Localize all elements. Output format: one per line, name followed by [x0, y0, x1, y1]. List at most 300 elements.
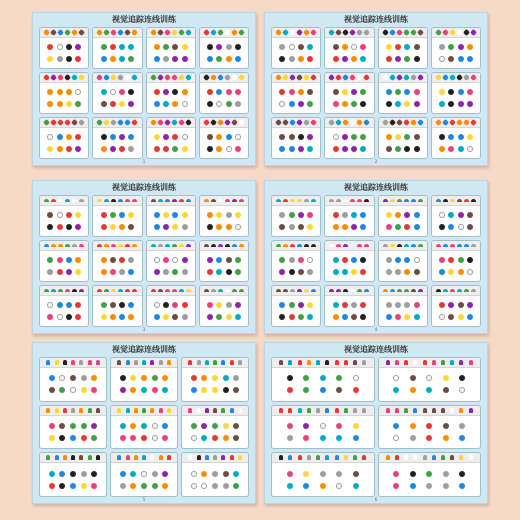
flower-icon: [275, 74, 282, 81]
dot-area: [111, 368, 177, 401]
color-dot: [298, 89, 304, 95]
card-header: [379, 118, 427, 128]
card-header: [272, 118, 320, 128]
mushroom-icon: [211, 244, 216, 247]
card-header: [40, 453, 106, 463]
flower-icon: [456, 29, 463, 36]
color-dot: [152, 387, 158, 393]
dot-row: [276, 302, 316, 308]
flower-icon: [203, 119, 210, 126]
flower-icon: [449, 119, 456, 126]
dot-row: [383, 375, 477, 381]
dot-row: [329, 134, 369, 140]
color-dot: [467, 134, 473, 140]
color-dot: [233, 375, 239, 381]
ghost-icon: [395, 408, 399, 413]
color-dot: [386, 146, 392, 152]
color-dot: [333, 257, 339, 263]
card-header: [432, 28, 480, 38]
dot-row: [436, 302, 476, 308]
mushroom-icon: [397, 199, 402, 202]
mushroom-icon: [65, 244, 70, 247]
color-dot: [279, 269, 285, 275]
color-dot: [57, 314, 63, 320]
tracking-card: [39, 405, 107, 450]
color-dot: [333, 89, 339, 95]
color-dot: [163, 314, 169, 320]
ghost-icon: [469, 455, 473, 460]
mushroom-icon: [464, 289, 469, 292]
tracking-card: [92, 195, 142, 237]
dot-area: [325, 206, 373, 236]
color-dot: [110, 44, 116, 50]
mushroom-icon: [304, 199, 309, 202]
ghost-icon: [450, 408, 454, 413]
mushroom-icon: [97, 199, 102, 202]
color-dot: [81, 435, 87, 441]
flower-icon: [78, 29, 85, 36]
mushroom-icon: [383, 199, 388, 202]
color-dot: [289, 302, 295, 308]
color-dot: [223, 471, 229, 477]
dot-row: [44, 257, 84, 263]
color-dot: [360, 146, 366, 152]
color-dot: [119, 134, 125, 140]
ghost-icon: [126, 455, 130, 460]
dot-row: [276, 387, 370, 393]
color-dot: [57, 302, 63, 308]
color-dot: [59, 471, 65, 477]
flower-icon: [231, 119, 238, 126]
mushroom-icon: [436, 289, 441, 292]
color-dot: [66, 212, 72, 218]
flower-icon: [164, 74, 171, 81]
color-dot: [162, 375, 168, 381]
color-dot: [386, 44, 392, 50]
color-dot: [393, 483, 399, 489]
ghost-icon: [71, 455, 75, 460]
flower-icon: [103, 74, 110, 81]
color-dot: [443, 375, 449, 381]
color-dot: [119, 44, 125, 50]
color-dot: [75, 224, 81, 230]
color-dot: [163, 224, 169, 230]
color-dot: [458, 44, 464, 50]
card-header: [432, 286, 480, 296]
ghost-icon: [469, 360, 473, 365]
tracking-card: [199, 285, 249, 327]
color-dot: [226, 314, 232, 320]
flower-icon: [171, 74, 178, 81]
dot-area: [200, 83, 248, 113]
flower-icon: [442, 119, 449, 126]
ghost-icon: [46, 360, 50, 365]
card-header: [325, 241, 373, 251]
color-dot: [342, 224, 348, 230]
color-dot: [81, 387, 87, 393]
flower-icon: [96, 74, 103, 81]
flower-icon: [96, 29, 103, 36]
color-dot: [212, 435, 218, 441]
flower-icon: [231, 74, 238, 81]
mushroom-icon: [404, 199, 409, 202]
flower-icon: [238, 74, 245, 81]
color-dot: [404, 257, 410, 263]
card-header: [379, 406, 481, 416]
ghost-icon: [386, 455, 390, 460]
ghost-icon: [307, 408, 311, 413]
color-dot: [333, 212, 339, 218]
dot-row: [97, 134, 137, 140]
tracking-card: [146, 117, 196, 159]
color-dot: [353, 483, 359, 489]
color-dot: [223, 435, 229, 441]
color-dot: [47, 224, 53, 230]
dot-row: [44, 471, 102, 477]
dot-row: [276, 44, 316, 50]
color-dot: [57, 89, 63, 95]
color-dot: [459, 471, 465, 477]
flower-icon: [410, 119, 417, 126]
color-dot: [448, 134, 454, 140]
flower-icon: [110, 119, 117, 126]
color-dot: [182, 134, 188, 140]
color-dot: [426, 471, 432, 477]
color-dot: [351, 224, 357, 230]
ghost-icon: [395, 360, 399, 365]
color-dot: [360, 302, 366, 308]
dot-area: [432, 83, 480, 113]
dot-row: [436, 89, 476, 95]
color-dot: [163, 134, 169, 140]
color-dot: [66, 44, 72, 50]
dot-row: [383, 257, 423, 263]
dot-row: [383, 44, 423, 50]
ghost-icon: [150, 360, 154, 365]
dot-row: [436, 56, 476, 62]
dot-area: [111, 463, 177, 496]
dot-row: [329, 56, 369, 62]
color-dot: [410, 375, 416, 381]
mushroom-icon: [158, 289, 163, 292]
color-dot: [467, 89, 473, 95]
color-dot: [207, 269, 213, 275]
mushroom-icon: [436, 199, 441, 202]
color-dot: [66, 89, 72, 95]
color-dot: [191, 471, 197, 477]
color-dot: [351, 314, 357, 320]
ghost-icon: [298, 455, 302, 460]
color-dot: [70, 375, 76, 381]
mushroom-icon: [165, 199, 170, 202]
color-dot: [360, 212, 366, 218]
color-dot: [279, 314, 285, 320]
color-dot: [393, 375, 399, 381]
mushroom-icon: [232, 199, 237, 202]
tracking-card: [271, 117, 321, 159]
color-dot: [351, 56, 357, 62]
color-dot: [110, 146, 116, 152]
color-dot: [414, 269, 420, 275]
dot-row: [383, 146, 423, 152]
card-header: [272, 453, 374, 463]
color-dot: [414, 44, 420, 50]
mushroom-icon: [383, 244, 388, 247]
dot-row: [276, 257, 316, 263]
mushroom-icon: [411, 289, 416, 292]
mushroom-icon: [125, 244, 130, 247]
dot-row: [383, 101, 423, 107]
tracking-card: [271, 405, 375, 450]
ghost-icon: [238, 455, 242, 460]
mushroom-icon: [118, 199, 123, 202]
color-dot: [201, 471, 207, 477]
card-header: [93, 73, 141, 83]
color-dot: [395, 44, 401, 50]
color-dot: [235, 101, 241, 107]
mushroom-icon: [443, 199, 448, 202]
dot-row: [276, 212, 316, 218]
dot-row: [97, 56, 137, 62]
color-dot: [47, 44, 53, 50]
tracking-card: [324, 285, 374, 327]
tracking-card: [378, 357, 482, 402]
color-dot: [119, 89, 125, 95]
color-dot: [342, 134, 348, 140]
flower-icon: [185, 29, 192, 36]
dot-area: [40, 128, 88, 158]
color-dot: [386, 314, 392, 320]
color-dot: [119, 224, 125, 230]
mushroom-icon: [457, 244, 462, 247]
color-dot: [307, 257, 313, 263]
color-dot: [75, 212, 81, 218]
color-dot: [119, 257, 125, 263]
color-dot: [120, 471, 126, 477]
color-dot: [49, 435, 55, 441]
color-dot: [182, 302, 188, 308]
color-dot: [212, 423, 218, 429]
color-dot: [162, 435, 168, 441]
dot-row: [97, 89, 137, 95]
mushroom-icon: [311, 289, 316, 292]
card-header: [379, 286, 427, 296]
dot-row: [383, 89, 423, 95]
mushroom-icon: [336, 289, 341, 292]
flower-icon: [389, 119, 396, 126]
tracking-card: [199, 117, 249, 159]
color-dot: [353, 387, 359, 393]
ghost-icon: [71, 408, 75, 413]
dot-row: [204, 56, 244, 62]
color-dot: [279, 224, 285, 230]
flower-icon: [64, 119, 71, 126]
worksheet-2: [264, 12, 488, 166]
dot-area: [147, 296, 195, 326]
ghost-icon: [167, 408, 171, 413]
mushroom-icon: [118, 289, 123, 292]
mushroom-icon: [357, 244, 362, 247]
flower-icon: [442, 74, 449, 81]
color-dot: [279, 44, 285, 50]
color-dot: [172, 44, 178, 50]
tracking-card: [378, 195, 428, 237]
color-dot: [386, 257, 392, 263]
dot-area: [379, 38, 427, 68]
color-dot: [172, 56, 178, 62]
color-dot: [458, 302, 464, 308]
color-dot: [404, 56, 410, 62]
mushroom-icon: [186, 199, 191, 202]
mushroom-icon: [350, 199, 355, 202]
dot-row: [204, 146, 244, 152]
mushroom-icon: [225, 199, 230, 202]
color-dot: [342, 314, 348, 320]
worksheet-3: [32, 180, 256, 334]
color-dot: [414, 89, 420, 95]
color-dot: [81, 423, 87, 429]
color-dot: [351, 302, 357, 308]
flower-icon: [57, 119, 64, 126]
dot-area: [272, 416, 374, 449]
card-header: [325, 196, 373, 206]
color-dot: [342, 89, 348, 95]
color-dot: [163, 101, 169, 107]
color-dot: [410, 387, 416, 393]
dot-area: [432, 296, 480, 326]
flower-icon: [296, 74, 303, 81]
card-header: [147, 286, 195, 296]
color-dot: [360, 44, 366, 50]
mushroom-icon: [390, 199, 395, 202]
color-dot: [182, 257, 188, 263]
ghost-icon: [344, 455, 348, 460]
color-dot: [191, 483, 197, 489]
flower-icon: [335, 119, 342, 126]
dot-row: [44, 212, 84, 218]
dot-row: [204, 44, 244, 50]
card-header: [272, 406, 374, 416]
card-header: [93, 196, 141, 206]
mushroom-icon: [297, 244, 302, 247]
mushroom-icon: [311, 244, 316, 247]
ghost-icon: [134, 455, 138, 460]
color-dot: [414, 302, 420, 308]
dot-row: [97, 269, 137, 275]
mushroom-icon: [111, 244, 116, 247]
ghost-icon: [213, 408, 217, 413]
color-dot: [59, 423, 65, 429]
color-dot: [101, 44, 107, 50]
flower-icon: [224, 29, 231, 36]
mushroom-icon: [418, 244, 423, 247]
color-dot: [458, 56, 464, 62]
dot-area: [93, 251, 141, 281]
ghost-icon: [55, 455, 59, 460]
ghost-icon: [362, 360, 366, 365]
ghost-icon: [316, 408, 320, 413]
flower-icon: [164, 29, 171, 36]
tracking-card: [378, 72, 428, 114]
color-dot: [307, 302, 313, 308]
flower-icon: [328, 29, 335, 36]
tracking-card: [39, 357, 107, 402]
color-dot: [439, 257, 445, 263]
color-dot: [320, 375, 326, 381]
ghost-icon: [298, 360, 302, 365]
dot-row: [276, 146, 316, 152]
ghost-icon: [142, 455, 146, 460]
card-header: [325, 118, 373, 128]
color-dot: [91, 375, 97, 381]
color-dot: [57, 134, 63, 140]
color-dot: [360, 56, 366, 62]
ghost-icon: [325, 360, 329, 365]
worksheet-title: 视觉追踪连线训练: [112, 15, 176, 24]
color-dot: [191, 375, 197, 381]
color-dot: [128, 89, 134, 95]
color-dot: [235, 89, 241, 95]
color-dot: [307, 212, 313, 218]
ghost-icon: [63, 408, 67, 413]
color-dot: [172, 314, 178, 320]
color-dot: [70, 483, 76, 489]
dot-row: [44, 435, 102, 441]
card-header: [93, 286, 141, 296]
mushroom-icon: [118, 244, 123, 247]
tracking-card: [39, 285, 89, 327]
ghost-icon: [230, 455, 234, 460]
flower-icon: [210, 74, 217, 81]
flower-icon: [203, 29, 210, 36]
color-dot: [336, 483, 342, 489]
flower-icon: [289, 119, 296, 126]
color-dot: [163, 257, 169, 263]
dot-area: [40, 38, 88, 68]
color-dot: [458, 101, 464, 107]
flower-icon: [71, 29, 78, 36]
mushroom-icon: [151, 244, 156, 247]
color-dot: [110, 89, 116, 95]
dot-area: [379, 251, 427, 281]
color-dot: [233, 483, 239, 489]
mushroom-icon: [304, 244, 309, 247]
dot-row: [186, 471, 244, 477]
mushroom-icon: [65, 199, 70, 202]
color-dot: [163, 44, 169, 50]
mushroom-icon: [132, 244, 137, 247]
ghost-icon: [96, 455, 100, 460]
color-dot: [163, 89, 169, 95]
flower-icon: [131, 74, 138, 81]
color-dot: [448, 89, 454, 95]
mushroom-icon: [343, 244, 348, 247]
color-dot: [162, 423, 168, 429]
tracking-card: [39, 27, 89, 69]
color-dot: [235, 224, 241, 230]
color-dot: [49, 471, 55, 477]
color-dot: [216, 44, 222, 50]
color-dot: [207, 134, 213, 140]
card-header: [379, 196, 427, 206]
dot-row: [383, 269, 423, 275]
ghost-icon: [150, 408, 154, 413]
dot-row: [436, 146, 476, 152]
color-dot: [216, 146, 222, 152]
color-dot: [141, 387, 147, 393]
ghost-icon: [71, 360, 75, 365]
dot-row: [44, 89, 84, 95]
